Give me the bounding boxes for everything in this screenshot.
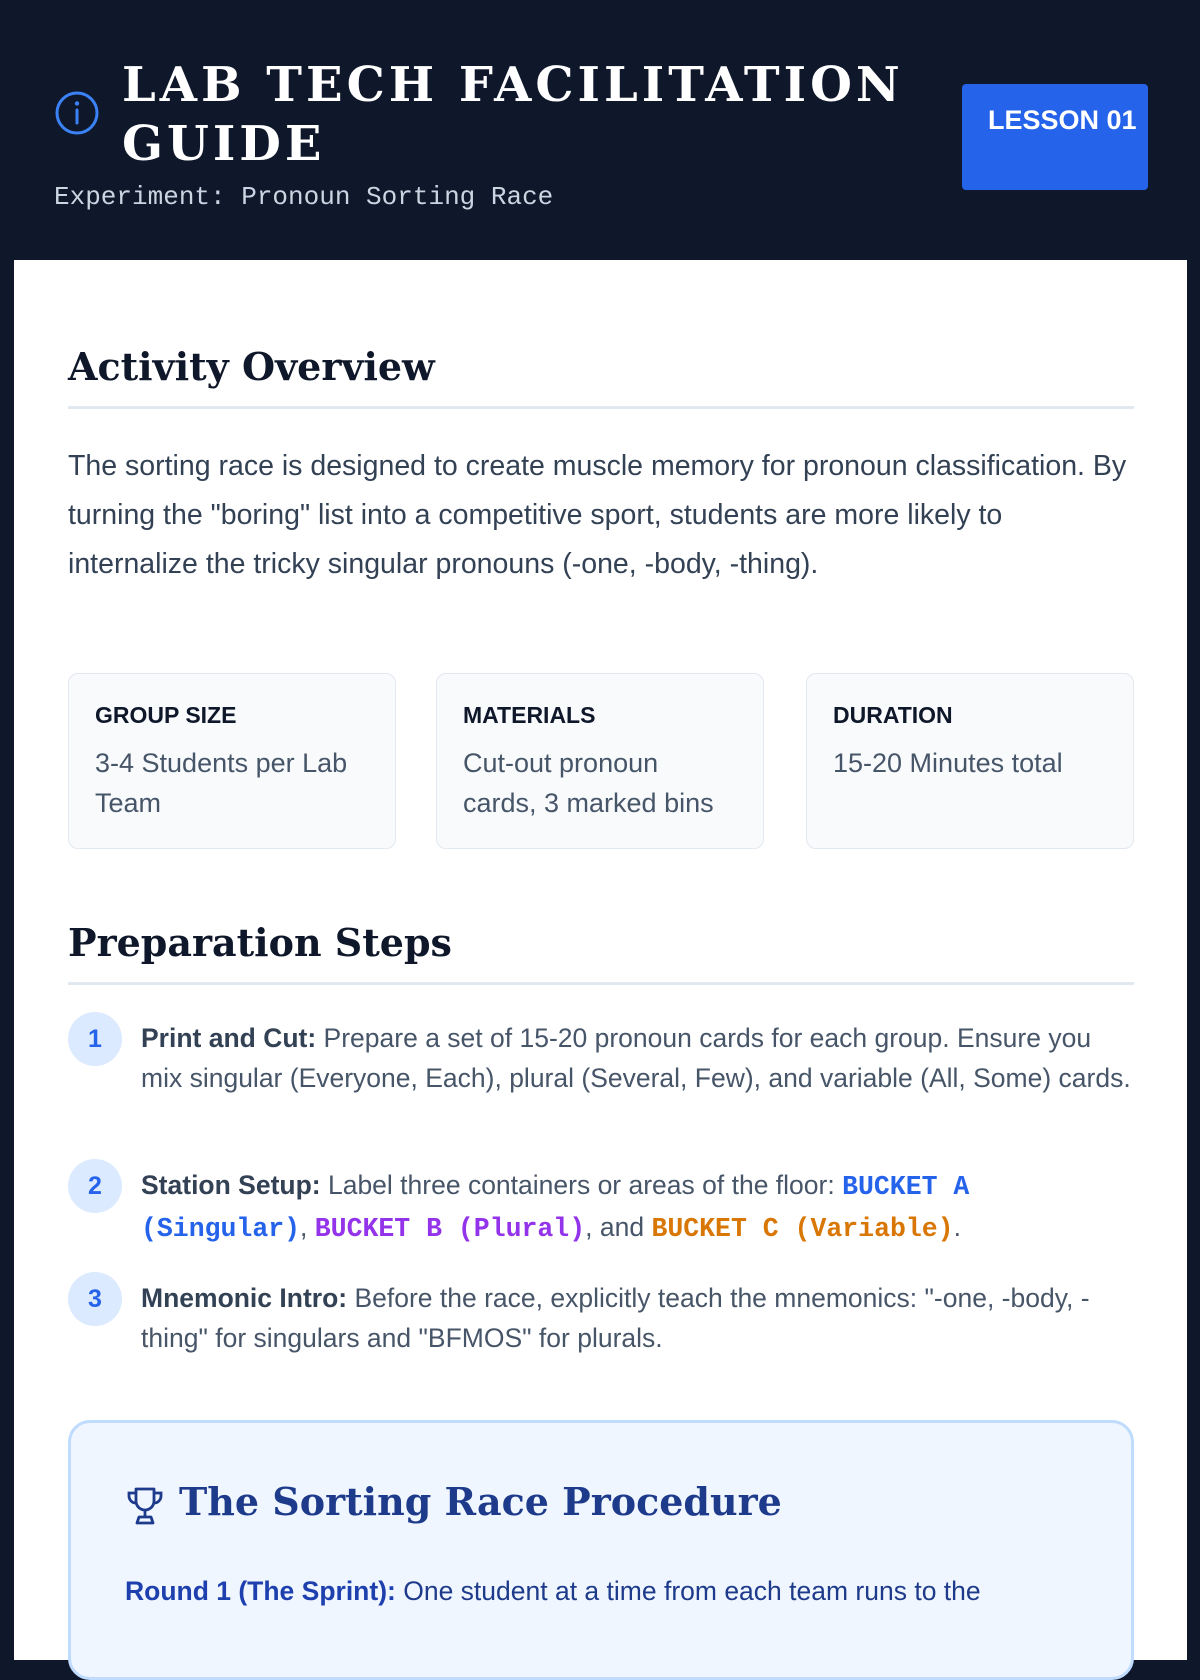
bucket-b-label: BUCKET B (Plural) <box>314 1214 586 1244</box>
page-subtitle: Experiment: Pronoun Sorting Race <box>54 182 554 212</box>
stat-group-size <box>68 673 396 849</box>
stat-value: 3-4 Students per Lab Team <box>95 748 348 818</box>
step-heading: Station Setup: <box>141 1170 321 1200</box>
step-number: 2 <box>68 1159 122 1213</box>
step-text <box>141 1278 1131 1358</box>
stat-value: 15-20 Minutes total <box>833 748 1063 778</box>
step-end: . <box>953 1212 961 1242</box>
bucket-c-label: BUCKET C (Variable) <box>651 1214 954 1244</box>
overview-divider <box>68 406 1134 409</box>
stat-label: GROUP SIZE <box>95 702 237 728</box>
step-body: Label three containers or areas of the floor: <box>320 1170 843 1200</box>
step-number: 3 <box>68 1272 122 1326</box>
stat-label: DURATION <box>833 702 953 728</box>
lesson-badge: LESSON 01 <box>962 84 1148 190</box>
bucket-a-label: BUCKET A (Singular) <box>141 1172 970 1244</box>
separator: , and <box>585 1212 652 1242</box>
round-text: One student at a time from each team runs to the <box>395 1576 981 1606</box>
step-body: Before the race, explicitly teach the mnemonics: "-one, -body, -thing" for singulars and "BFMOS" for plurals. <box>141 1283 1090 1353</box>
preparation-title: Preparation Steps <box>68 920 452 965</box>
round-heading: Round 1 (The Sprint): <box>125 1576 396 1606</box>
stat-label: MATERIALS <box>463 702 596 728</box>
separator: , <box>300 1212 315 1242</box>
overview-text: The sorting race is designed to create muscle memory for pronoun classification. By turning the "boring" list into a competitive sport, students are more likely to internalize the tricky singular pronouns (-one, -body, -thing). <box>68 450 1127 580</box>
stat-materials <box>436 673 764 849</box>
page-title: LAB TECH FACILITATION GUIDE <box>122 57 904 172</box>
step-number: 1 <box>68 1012 122 1066</box>
step-heading: Print and Cut: <box>141 1023 317 1053</box>
info-icon <box>54 90 100 136</box>
trophy-icon <box>125 1485 165 1527</box>
step-text <box>141 1018 1131 1098</box>
procedure-box <box>68 1420 1134 1680</box>
step-text <box>141 1165 1131 1249</box>
preparation-divider <box>68 982 1134 985</box>
procedure-title: The Sorting Race Procedure <box>179 1479 782 1524</box>
step-body: Prepare a set of 15-20 pronoun cards for each group. Ensure you mix singular (Everyone, Each), plural (Several, Few), and variable (All, Some) cards. <box>141 1023 1131 1093</box>
overview-title: Activity Overview <box>68 344 435 389</box>
stat-duration <box>806 673 1134 849</box>
stat-value: Cut-out pronoun cards, 3 marked bins <box>463 748 714 818</box>
header <box>0 0 1200 260</box>
step-heading: Mnemonic Intro: <box>141 1283 348 1313</box>
procedure-round-1 <box>125 1571 1085 1611</box>
